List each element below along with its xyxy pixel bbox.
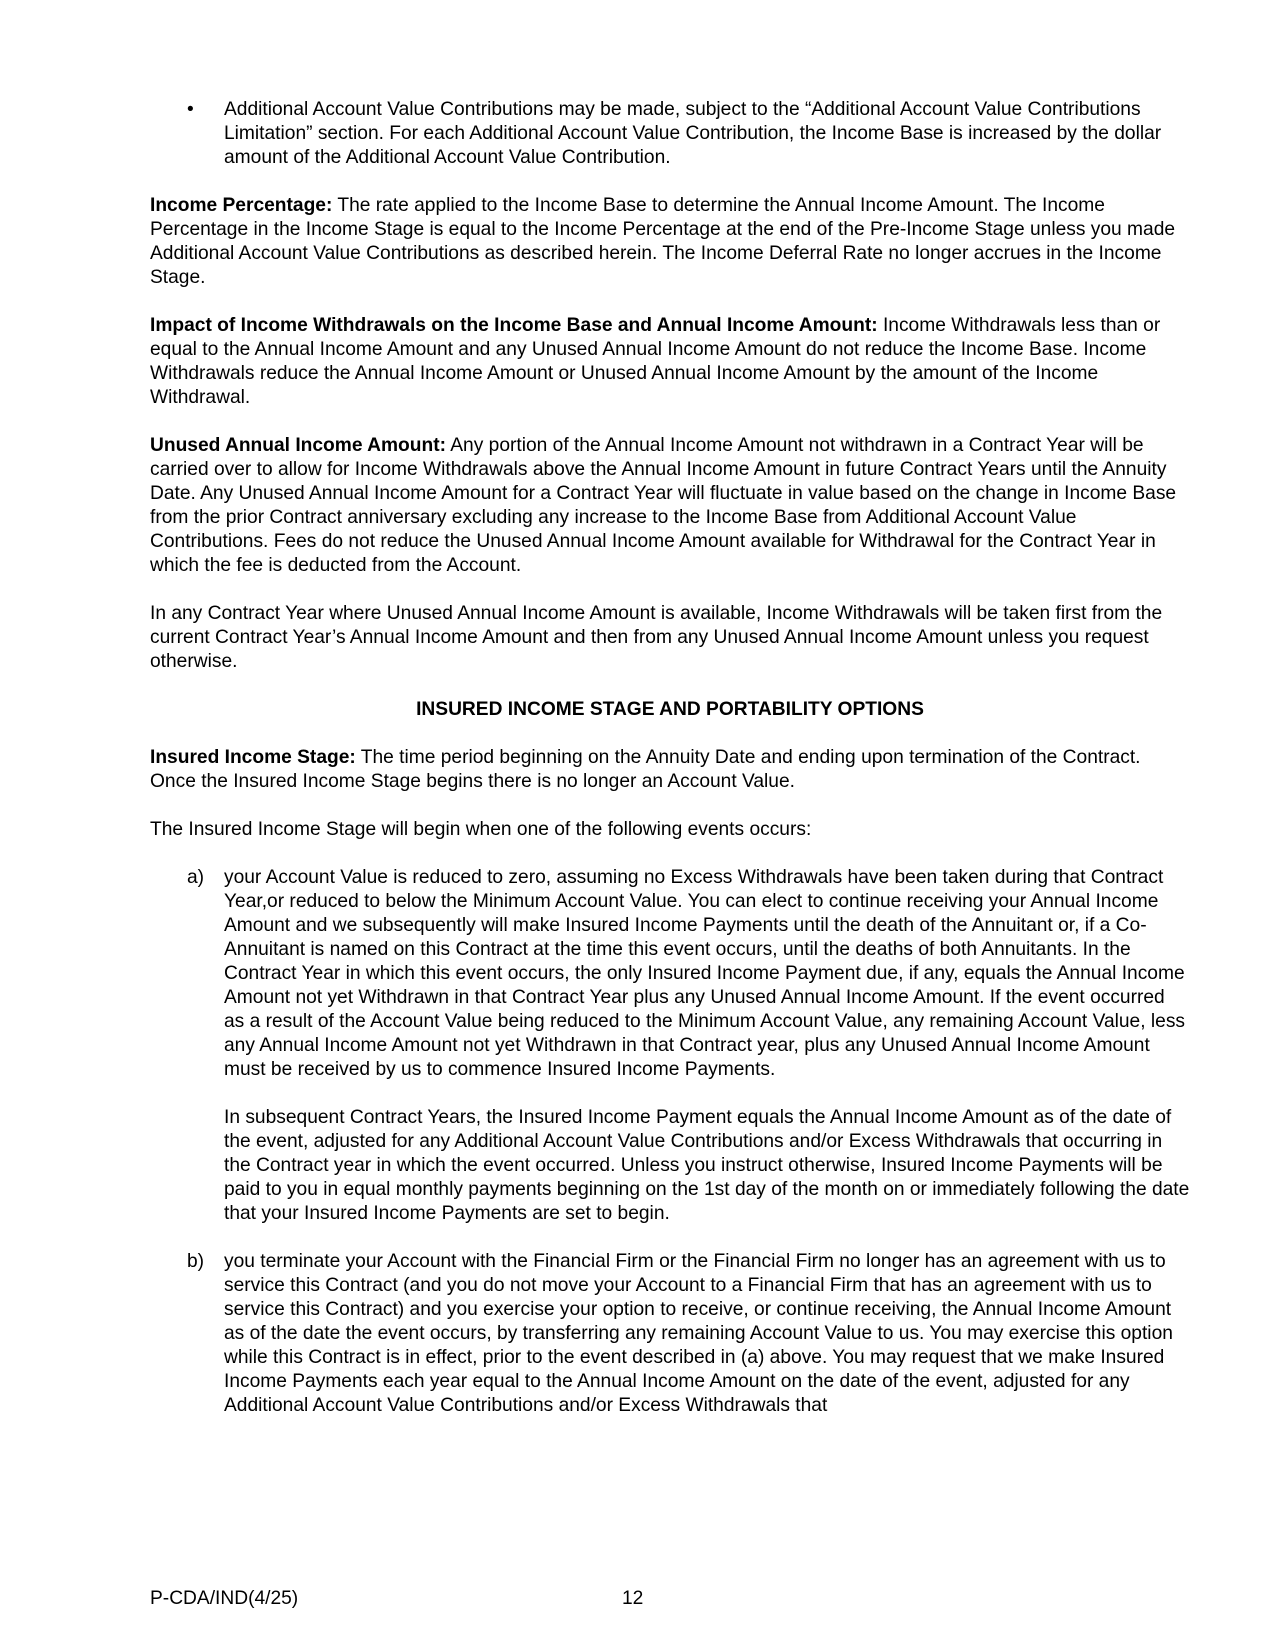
impact-paragraph bbox=[150, 314, 1190, 410]
unused-amount-text: Any portion of the Annual Income Amount not withdrawn in a Contract Year will be carried over to allow for Income Withdrawals above the Annual Income Amount in future Contract Years until the Annuity Date. Any Unused Annual Income Amount for a Contract Year will fluctuate in value based on the change in Income Base from the prior Contract anniversary excluding any increase to the Income Base from Additional Account Value Contributions. Fees do not reduce the Unused Annual Income Amount available for Withdrawal for the Contract Year in which the fee is deducted from the Account. bbox=[150, 435, 1177, 576]
section-heading: INSURED INCOME STAGE AND PORTABILITY OPTIONS bbox=[416, 699, 924, 720]
list-item-a-paragraph-2: In subsequent Contract Years, the Insured Income Payment equals the Annual Income Amount as of the date of the event, adjusted for any Additional Account Value Contributions and/or Excess Withdrawals that occurring in the Contract year in which the event occurred. Unless you instruct otherwise, Insured Income Payments will be paid to you in equal monthly payments beginning on the 1st day of the month on or immediately following the date that your Insured Income Payments are set to begin. bbox=[224, 1107, 1190, 1224]
income-percentage-term: Income Percentage: bbox=[150, 195, 333, 216]
bullet-item bbox=[150, 98, 1190, 170]
insured-stage-paragraph bbox=[150, 746, 1190, 794]
withdrawal-order-paragraph: In any Contract Year where Unused Annual Income Amount is available, Income Withdrawals will be taken first from the current Contract Year’s Annual Income Amount and then from any Unused Annual Income Amount unless you request otherwise. bbox=[150, 603, 1163, 672]
insured-stage-text: The time period beginning on the Annuity Date and ending upon termination of the Contract. Once the Insured Income Stage begins there is no longer an Account Value. bbox=[150, 747, 1141, 792]
income-percentage-text: The rate applied to the Income Base to determine the Annual Income Amount. The Income Percentage in the Income Stage is equal to the Income Percentage at the end of the Pre-Income Stage unless you made Additional Account Value Contributions as described herein. The Income Deferral Rate no longer accrues in the Income Stage. bbox=[150, 195, 1176, 288]
list-label-b: b) bbox=[187, 1251, 205, 1272]
list-item-b bbox=[150, 1250, 1190, 1418]
page-footer bbox=[150, 1587, 1190, 1611]
bullet-text: Additional Account Value Contributions may be made, subject to the “Additional Account Value Contributions Limitation” section. For each Additional Account Value Contribution, the Income Base is increased by the dollar amount of the Additional Account Value Contribution. bbox=[224, 99, 1162, 168]
list-label-a: a) bbox=[187, 867, 205, 888]
unused-amount-term: Unused Annual Income Amount: bbox=[150, 435, 446, 456]
impact-text: Income Withdrawals less than or equal to the Annual Income Amount and any Unused Annual Income Amount do not reduce the Income Base. Income Withdrawals reduce the Annual Income Amount or Unused Annual Income Amount by the amount of the Income Withdrawal. bbox=[150, 315, 1161, 408]
impact-term: Impact of Income Withdrawals on the Income Base and Annual Income Amount: bbox=[150, 315, 878, 336]
page-number: 12 bbox=[622, 1588, 644, 1609]
list-item-a bbox=[150, 866, 1190, 1226]
events-intro: The Insured Income Stage will begin when one of the following events occurs: bbox=[150, 819, 812, 840]
page-body bbox=[150, 98, 1190, 1442]
list-item-a-paragraph-1: your Account Value is reduced to zero, assuming no Excess Withdrawals have been taken during that Contract Year,or reduced to below the Minimum Account Value. You can elect to continue receiving your Annual Income Amount and we subsequently will make Insured Income Payments until the death of the Annuitant or, if a Co-Annuitant is named on this Contract at the time this event occurs, until the deaths of both Annuitants. In the Contract Year in which this event occurs, the only Insured Income Payment due, if any, equals the Annual Income Amount not yet Withdrawn in that Contract Year plus any Unused Annual Income Amount. If the event occurred as a result of the Account Value being reduced to the Minimum Account Value, any remaining Account Value, less any Annual Income Amount not yet Withdrawn in that Contract year, plus any Unused Annual Income Amount must be received by us to commence Insured Income Payments. bbox=[224, 867, 1186, 1080]
list-item-b-paragraph-1: you terminate your Account with the Financial Firm or the Financial Firm no longer has an agreement with us to service this Contract (and you do not move your Account to a Financial Firm that has an agreement with us to service this Contract) and you exercise your option to receive, or continue receiving, the Annual Income Amount as of the date the event occurs, by transferring any remaining Account Value to us. You may exercise this option while this Contract is in effect, prior to the event described in (a) above. You may request that we make Insured Income Payments each year equal to the Annual Income Amount on the date of the event, adjusted for any Additional Account Value Contributions and/or Excess Withdrawals that bbox=[224, 1251, 1173, 1416]
insured-stage-term: Insured Income Stage: bbox=[150, 747, 356, 768]
bullet-icon: • bbox=[187, 99, 194, 120]
form-code: P-CDA/IND(4/25) bbox=[150, 1588, 299, 1609]
income-percentage-paragraph bbox=[150, 194, 1190, 290]
unused-amount-paragraph bbox=[150, 434, 1190, 578]
